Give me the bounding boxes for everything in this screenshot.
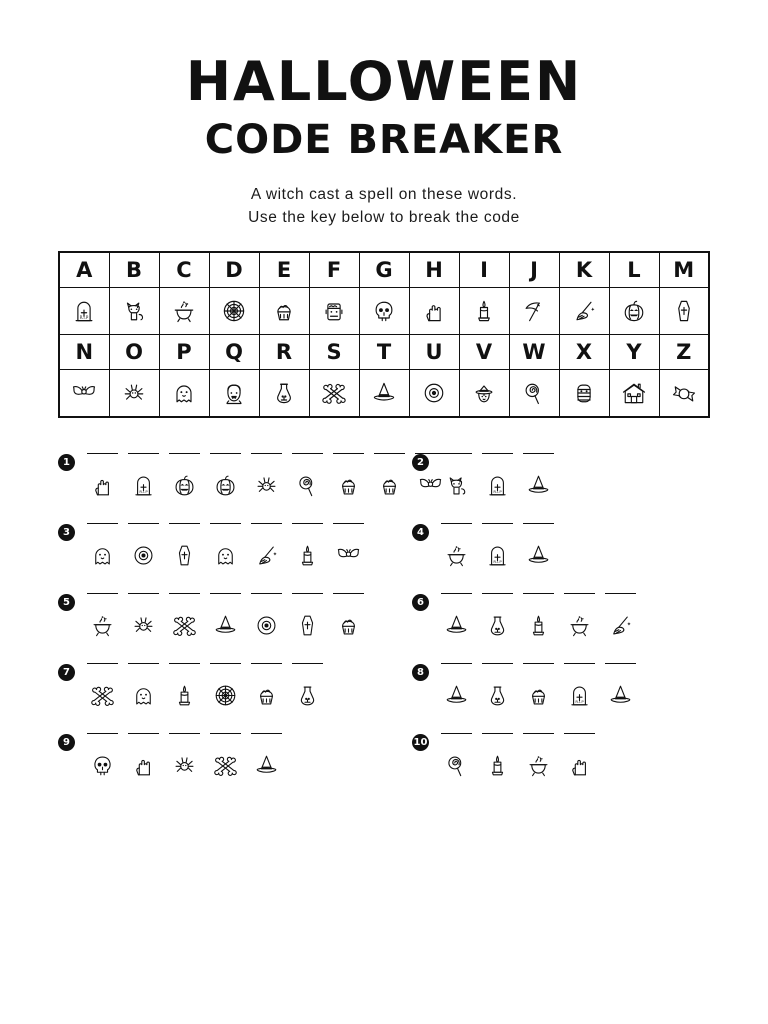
answer-blank[interactable]	[128, 732, 159, 734]
key-letter-cell: Z	[659, 335, 709, 370]
code-glyph-witch-hat	[441, 678, 472, 712]
code-glyph-cauldron	[564, 608, 595, 642]
code-glyph-cauldron	[523, 748, 554, 782]
key-letter-cell: L	[609, 252, 659, 288]
puzzle-item	[384, 452, 710, 502]
puzzle-item	[58, 522, 384, 572]
answer-blank[interactable]	[482, 592, 513, 594]
key-letter-cell: T	[359, 335, 409, 370]
key-icon-cell-black-cat	[109, 288, 159, 335]
potion-icon	[294, 682, 321, 709]
answer-blank[interactable]	[210, 522, 241, 524]
candle-icon	[525, 612, 552, 639]
eyeball-icon	[420, 379, 448, 407]
pumpkin-icon	[212, 472, 239, 499]
code-glyph-witch-hat	[523, 538, 554, 572]
key-icon-cell-witch-hat	[359, 370, 409, 418]
bones-icon	[320, 379, 348, 407]
code-glyph-bones	[169, 608, 200, 642]
coffin-icon	[670, 297, 698, 325]
code-glyph-row	[441, 748, 595, 782]
code-glyph-potion	[292, 678, 323, 712]
code-glyph-broom	[605, 608, 636, 642]
zombie-hand-icon	[420, 297, 448, 325]
answer-blank[interactable]	[87, 592, 118, 594]
answer-blank[interactable]	[87, 732, 118, 734]
key-letter-cell: C	[159, 252, 209, 288]
code-glyph-zombie-hand	[564, 748, 595, 782]
puzzle-body	[441, 662, 636, 712]
code-glyph-pumpkin	[210, 468, 241, 502]
cauldron-icon	[89, 612, 116, 639]
answer-blank[interactable]	[87, 662, 118, 664]
spider-icon	[253, 472, 280, 499]
cupcake-icon	[335, 472, 362, 499]
gravestone-icon	[70, 297, 98, 325]
puzzle-item	[58, 662, 384, 712]
broom-icon	[570, 297, 598, 325]
code-glyph-ghost	[210, 538, 241, 572]
key-icon-cell-gravestone	[59, 288, 109, 335]
answer-blanks[interactable]	[87, 662, 323, 664]
bones-icon	[171, 612, 198, 639]
puzzle-body	[87, 732, 282, 782]
key-icon-cell-lollipop	[509, 370, 559, 418]
black-cat-icon	[443, 472, 470, 499]
puzzle-body	[441, 522, 554, 572]
code-glyph-bones	[210, 748, 241, 782]
puzzle-body	[87, 592, 364, 642]
key-icon-cell-witch	[459, 370, 509, 418]
eyeball-icon	[253, 612, 280, 639]
puzzle-row	[58, 732, 710, 782]
witch-icon	[470, 379, 498, 407]
coffin-icon	[294, 612, 321, 639]
answer-blank[interactable]	[169, 592, 200, 594]
key-icon-cell-frankenstein	[309, 288, 359, 335]
candle-icon	[484, 752, 511, 779]
instructions-line-2: Use the key below to break the code	[248, 208, 520, 226]
code-glyph-spider	[128, 608, 159, 642]
answer-blank[interactable]	[128, 522, 159, 524]
answer-blank[interactable]	[210, 662, 241, 664]
code-glyph-candle	[292, 538, 323, 572]
key-letter-cell: A	[59, 252, 109, 288]
answer-blank[interactable]	[441, 732, 472, 734]
answer-blank[interactable]	[210, 732, 241, 734]
answer-blanks[interactable]	[441, 592, 636, 594]
instructions-line-1: A witch cast a spell on these words.	[250, 185, 518, 203]
candy-icon	[670, 379, 698, 407]
scythe-icon	[520, 297, 548, 325]
code-glyph-gravestone	[564, 678, 595, 712]
haunted-house-icon	[620, 379, 648, 407]
key-icon-cell-candy	[659, 370, 709, 418]
mummy-icon	[570, 379, 598, 407]
answer-blank[interactable]	[251, 592, 282, 594]
lollipop-icon	[520, 379, 548, 407]
key-letter-cell: R	[259, 335, 309, 370]
ghost-icon	[130, 682, 157, 709]
answer-blank[interactable]	[128, 452, 159, 454]
cauldron-icon	[566, 612, 593, 639]
answer-blank[interactable]	[333, 452, 364, 454]
answer-blank[interactable]	[482, 452, 513, 454]
bones-icon	[212, 752, 239, 779]
witch-hat-icon	[525, 542, 552, 569]
puzzle-number-badge: 1	[58, 454, 75, 471]
answer-blank[interactable]	[210, 452, 241, 454]
code-glyph-row	[87, 538, 364, 572]
key-icon-cell-skull	[359, 288, 409, 335]
key-letter-cell: I	[459, 252, 509, 288]
key-letter-cell: J	[509, 252, 559, 288]
vampire-icon	[220, 379, 248, 407]
puzzle-row	[58, 662, 710, 712]
code-glyph-bones	[87, 678, 118, 712]
key-icon-cell-pumpkin	[609, 288, 659, 335]
coffin-icon	[171, 542, 198, 569]
puzzle-item	[384, 592, 710, 642]
code-glyph-skull	[87, 748, 118, 782]
spider-icon	[120, 379, 148, 407]
code-glyph-zombie-hand	[87, 468, 118, 502]
answer-blank[interactable]	[251, 522, 282, 524]
puzzle-body	[87, 522, 364, 572]
spider-icon	[171, 752, 198, 779]
key-row-letters-2	[59, 335, 709, 370]
answer-blank[interactable]	[169, 732, 200, 734]
answer-blank[interactable]	[523, 662, 554, 664]
answer-blank[interactable]	[482, 662, 513, 664]
key-row-icons-1	[59, 288, 709, 335]
instructions	[58, 183, 710, 230]
answer-blank[interactable]	[87, 452, 118, 454]
code-glyph-candle	[482, 748, 513, 782]
answer-blank[interactable]	[251, 452, 282, 454]
code-glyph-cupcake	[333, 608, 364, 642]
key-letter-cell: K	[559, 252, 609, 288]
key-icon-cell-scythe	[509, 288, 559, 335]
answer-blank[interactable]	[333, 522, 364, 524]
key-letter-cell: S	[309, 335, 359, 370]
answer-blank[interactable]	[441, 452, 472, 454]
code-glyph-gravestone	[482, 468, 513, 502]
cupcake-icon	[525, 682, 552, 709]
code-glyph-row	[441, 608, 636, 642]
key-icon-cell-candle	[459, 288, 509, 335]
code-glyph-coffin	[292, 608, 323, 642]
puzzle-item	[58, 732, 384, 782]
skull-icon	[89, 752, 116, 779]
code-glyph-cauldron	[441, 538, 472, 572]
zombie-hand-icon	[89, 472, 116, 499]
lollipop-icon	[294, 472, 321, 499]
key-icon-cell-eyeball	[409, 370, 459, 418]
answer-blank[interactable]	[564, 592, 595, 594]
puzzle-row	[58, 452, 710, 502]
code-glyph-potion	[482, 678, 513, 712]
code-glyph-spider	[251, 468, 282, 502]
code-glyph-witch-hat	[441, 608, 472, 642]
code-glyph-spider	[169, 748, 200, 782]
answer-blanks[interactable]	[87, 592, 364, 594]
spider-web-icon	[220, 297, 248, 325]
puzzle-row	[58, 592, 710, 642]
candle-icon	[171, 682, 198, 709]
broom-icon	[253, 542, 280, 569]
key-row-letters-1	[59, 252, 709, 288]
answer-blank[interactable]	[292, 522, 323, 524]
answer-blank[interactable]	[564, 732, 595, 734]
key-letter-cell: B	[109, 252, 159, 288]
puzzle-number-badge: 4	[412, 524, 429, 541]
code-glyph-gravestone	[128, 468, 159, 502]
puzzle-item	[58, 592, 384, 642]
code-glyph-zombie-hand	[128, 748, 159, 782]
witch-hat-icon	[525, 472, 552, 499]
code-glyph-row	[441, 538, 554, 572]
key-icon-cell-coffin	[659, 288, 709, 335]
answer-blank[interactable]	[564, 662, 595, 664]
cipher-key-table	[58, 251, 710, 418]
code-glyph-candle	[523, 608, 554, 642]
spider-web-icon	[212, 682, 239, 709]
bones-icon	[89, 682, 116, 709]
key-letter-cell: W	[509, 335, 559, 370]
puzzle-number-badge: 8	[412, 664, 429, 681]
code-glyph-row	[87, 748, 282, 782]
answer-blank[interactable]	[128, 592, 159, 594]
ghost-icon	[170, 379, 198, 407]
answer-blank[interactable]	[333, 592, 364, 594]
code-glyph-potion	[482, 608, 513, 642]
answer-blank[interactable]	[523, 452, 554, 454]
gravestone-icon	[484, 542, 511, 569]
answer-blank[interactable]	[169, 452, 200, 454]
cauldron-icon	[525, 752, 552, 779]
lollipop-icon	[443, 752, 470, 779]
key-icon-cell-zombie-hand	[409, 288, 459, 335]
code-glyph-eyeball	[128, 538, 159, 572]
code-glyph-witch-hat	[210, 608, 241, 642]
key-letter-cell: X	[559, 335, 609, 370]
key-icon-cell-ghost	[159, 370, 209, 418]
cauldron-icon	[443, 542, 470, 569]
code-glyph-lollipop	[292, 468, 323, 502]
puzzle-number-badge: 9	[58, 734, 75, 751]
answer-blanks[interactable]	[441, 522, 554, 524]
code-glyph-coffin	[169, 538, 200, 572]
answer-blank[interactable]	[441, 592, 472, 594]
bat-icon	[335, 542, 362, 569]
code-glyph-gravestone	[482, 538, 513, 572]
candle-icon	[294, 542, 321, 569]
code-glyph-spider-web	[210, 678, 241, 712]
code-glyph-pumpkin	[169, 468, 200, 502]
answer-blank[interactable]	[605, 662, 636, 664]
code-glyph-ghost	[87, 538, 118, 572]
pumpkin-icon	[171, 472, 198, 499]
key-letter-cell: V	[459, 335, 509, 370]
key-letter-cell: E	[259, 252, 309, 288]
ghost-icon	[212, 542, 239, 569]
key-icon-cell-vampire	[209, 370, 259, 418]
puzzle-number-badge: 5	[58, 594, 75, 611]
zombie-hand-icon	[130, 752, 157, 779]
potion-icon	[484, 682, 511, 709]
black-cat-icon	[120, 297, 148, 325]
code-glyph-row	[441, 468, 554, 502]
key-icon-cell-bat	[59, 370, 109, 418]
answer-blank[interactable]	[482, 732, 513, 734]
puzzle-number-badge: 7	[58, 664, 75, 681]
answer-blank[interactable]	[523, 522, 554, 524]
key-icon-cell-cauldron	[159, 288, 209, 335]
bat-icon	[70, 379, 98, 407]
puzzle-item	[384, 732, 710, 782]
gravestone-icon	[566, 682, 593, 709]
key-letter-cell: N	[59, 335, 109, 370]
gravestone-icon	[484, 472, 511, 499]
code-glyph-bat	[333, 538, 364, 572]
answer-blanks[interactable]	[441, 662, 636, 664]
spider-icon	[130, 612, 157, 639]
code-glyph-broom	[251, 538, 282, 572]
answer-blank[interactable]	[128, 662, 159, 664]
potion-icon	[484, 612, 511, 639]
puzzle-row	[58, 522, 710, 572]
answer-blanks[interactable]	[441, 732, 595, 734]
puzzle-list	[58, 452, 710, 782]
answer-blank[interactable]	[169, 662, 200, 664]
key-letter-cell: Y	[609, 335, 659, 370]
key-letter-cell: O	[109, 335, 159, 370]
key-icon-cell-potion	[259, 370, 309, 418]
key-letter-cell: G	[359, 252, 409, 288]
broom-icon	[607, 612, 634, 639]
answer-blanks[interactable]	[87, 732, 282, 734]
skull-icon	[370, 297, 398, 325]
answer-blank[interactable]	[605, 592, 636, 594]
witch-hat-icon	[607, 682, 634, 709]
code-glyph-cupcake	[523, 678, 554, 712]
code-glyph-eyeball	[251, 608, 282, 642]
code-glyph-witch-hat	[251, 748, 282, 782]
puzzle-number-badge: 10	[412, 734, 429, 751]
key-letter-cell: F	[309, 252, 359, 288]
cupcake-icon	[335, 612, 362, 639]
code-glyph-lollipop	[441, 748, 472, 782]
puzzle-body	[441, 592, 636, 642]
cupcake-icon	[270, 297, 298, 325]
answer-blank[interactable]	[441, 522, 472, 524]
pumpkin-icon	[620, 297, 648, 325]
puzzle-body	[441, 452, 554, 502]
witch-hat-icon	[370, 379, 398, 407]
cauldron-icon	[170, 297, 198, 325]
answer-blank[interactable]	[210, 592, 241, 594]
key-icon-cell-spider	[109, 370, 159, 418]
puzzle-body	[441, 732, 595, 782]
key-letter-cell: U	[409, 335, 459, 370]
witch-hat-icon	[443, 612, 470, 639]
code-glyph-witch-hat	[605, 678, 636, 712]
answer-blank[interactable]	[292, 592, 323, 594]
witch-hat-icon	[212, 612, 239, 639]
answer-blank[interactable]	[441, 662, 472, 664]
answer-blank[interactable]	[251, 732, 282, 734]
key-letter-cell: Q	[209, 335, 259, 370]
code-glyph-row	[87, 678, 323, 712]
zombie-hand-icon	[566, 752, 593, 779]
puzzle-number-badge: 6	[412, 594, 429, 611]
code-glyph-candle	[169, 678, 200, 712]
key-row-icons-2	[59, 370, 709, 418]
cupcake-icon	[253, 682, 280, 709]
puzzle-item	[384, 662, 710, 712]
witch-hat-icon	[443, 682, 470, 709]
answer-blank[interactable]	[292, 662, 323, 664]
answer-blank[interactable]	[482, 522, 513, 524]
puzzle-number-badge: 3	[58, 524, 75, 541]
key-icon-cell-haunted-house	[609, 370, 659, 418]
answer-blank[interactable]	[87, 522, 118, 524]
gravestone-icon	[130, 472, 157, 499]
code-glyph-row	[441, 678, 636, 712]
witch-hat-icon	[253, 752, 280, 779]
frankenstein-icon	[320, 297, 348, 325]
key-icon-cell-mummy	[559, 370, 609, 418]
key-icon-cell-cupcake	[259, 288, 309, 335]
answer-blanks[interactable]	[87, 522, 364, 524]
answer-blank[interactable]	[292, 452, 323, 454]
answer-blank[interactable]	[523, 592, 554, 594]
page-subtitle: CODE BREAKER	[204, 116, 564, 163]
key-icon-cell-spider-web	[209, 288, 259, 335]
code-glyph-cupcake	[333, 468, 364, 502]
key-letter-cell: H	[409, 252, 459, 288]
puzzle-item	[384, 522, 710, 572]
puzzle-item	[58, 452, 384, 502]
answer-blank[interactable]	[523, 732, 554, 734]
code-glyph-black-cat	[441, 468, 472, 502]
code-glyph-cauldron	[87, 608, 118, 642]
ghost-icon	[89, 542, 116, 569]
puzzle-body	[87, 662, 323, 712]
answer-blank[interactable]	[251, 662, 282, 664]
key-icon-cell-broom	[559, 288, 609, 335]
eyeball-icon	[130, 542, 157, 569]
key-letter-cell: M	[659, 252, 709, 288]
answer-blank[interactable]	[169, 522, 200, 524]
key-icon-cell-bones	[309, 370, 359, 418]
potion-icon	[270, 379, 298, 407]
key-letter-cell: P	[159, 335, 209, 370]
key-letter-cell: D	[209, 252, 259, 288]
code-glyph-ghost	[128, 678, 159, 712]
code-glyph-witch-hat	[523, 468, 554, 502]
page-title: HALLOWEEN	[185, 50, 583, 113]
candle-icon	[470, 297, 498, 325]
puzzle-number-badge: 2	[412, 454, 429, 471]
answer-blanks[interactable]	[441, 452, 554, 454]
code-glyph-row	[87, 608, 364, 642]
code-glyph-cupcake	[251, 678, 282, 712]
